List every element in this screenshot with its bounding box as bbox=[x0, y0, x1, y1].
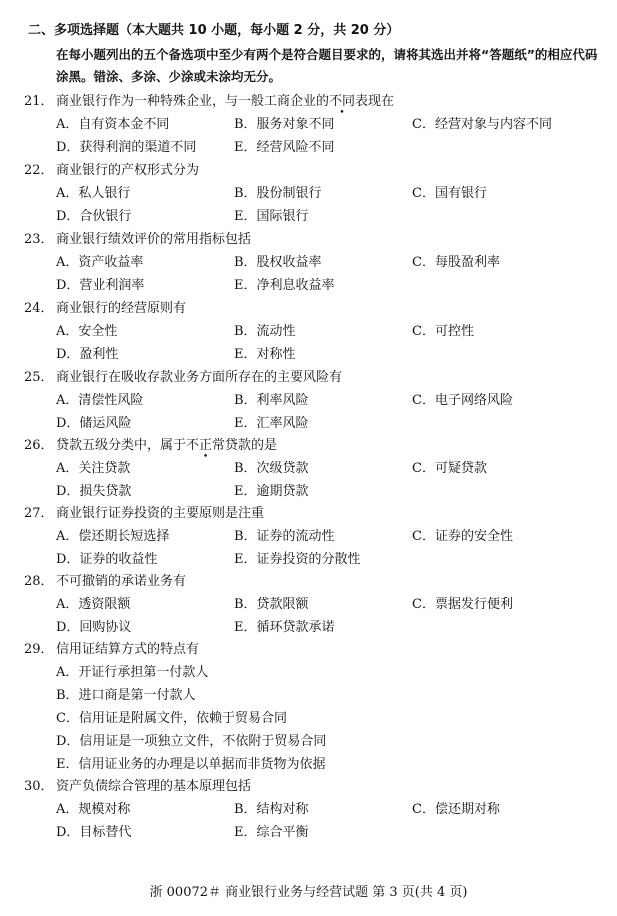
question-number: 27． bbox=[24, 506, 54, 521]
option-e: E．净利息收益率 bbox=[234, 278, 335, 293]
question-30 bbox=[24, 777, 251, 797]
option-d: D．目标替代 bbox=[56, 825, 132, 840]
question-27 bbox=[24, 504, 264, 524]
question-24 bbox=[24, 299, 186, 319]
option-e: E．证券投资的分散性 bbox=[234, 552, 361, 567]
option-e: E．国际银行 bbox=[234, 209, 309, 224]
option-d: D．营业利润率 bbox=[56, 278, 145, 293]
option-b: B．服务对象不同 bbox=[234, 117, 335, 132]
option-e: E．信用证业务的办理是以单据而非货物为依据 bbox=[56, 757, 326, 772]
option-b: B．结构对称 bbox=[234, 802, 309, 817]
option-c: C．偿还期对称 bbox=[412, 802, 500, 817]
question-23 bbox=[24, 230, 251, 250]
option-c: C．信用证是附属文件，依赖于贸易合同 bbox=[56, 711, 287, 726]
question-number: 30． bbox=[24, 779, 54, 794]
question-number: 29． bbox=[24, 642, 54, 657]
question-stem: 商业银行证券投资的主要原则是注重 bbox=[56, 506, 265, 521]
option-b: B．证券的流动性 bbox=[234, 529, 335, 544]
option-d: D．获得利润的渠道不同 bbox=[56, 140, 197, 155]
option-a: A．私人银行 bbox=[56, 186, 131, 201]
option-a: A．透资限额 bbox=[56, 597, 131, 612]
question-number: 28． bbox=[24, 574, 54, 589]
question-number: 25． bbox=[24, 370, 54, 385]
option-a: A．自有资本金不同 bbox=[56, 117, 170, 132]
question-number: 26． bbox=[24, 438, 54, 453]
option-a: A．偿还期长短选择 bbox=[56, 529, 170, 544]
emphasized-text: 不同 bbox=[329, 94, 356, 109]
option-c: C．电子网络风险 bbox=[412, 393, 513, 408]
option-a: A．规模对称 bbox=[56, 802, 131, 817]
section-instruction: 在每小题列出的五个备选项中至少有两个是符合题目要求的，请将其选出并将“答题纸”的相应代码涂黑。错涂、多涂、少涂或未涂均无分。 bbox=[56, 47, 598, 84]
option-d: D．储运风险 bbox=[56, 416, 132, 431]
option-e: E．逾期贷款 bbox=[234, 484, 309, 499]
option-c: C．可控性 bbox=[412, 324, 474, 339]
question-number: 23． bbox=[24, 232, 54, 247]
question-21 bbox=[24, 92, 394, 112]
option-e: E．汇率风险 bbox=[234, 416, 309, 431]
option-b: B．进口商是第一付款人 bbox=[56, 688, 196, 703]
option-d: D．合伙银行 bbox=[56, 209, 132, 224]
question-25 bbox=[24, 368, 342, 388]
option-b: B．股份制银行 bbox=[234, 186, 322, 201]
question-22 bbox=[24, 161, 199, 181]
question-number: 21． bbox=[24, 94, 54, 109]
option-b: B．流动性 bbox=[234, 324, 296, 339]
page-footer: 浙 00072＃ 商业银行业务与经营试题 第 3 页(共 4 页) bbox=[149, 885, 468, 900]
question-stem: 信用证结算方式的特点有 bbox=[56, 642, 200, 657]
option-a: A．开证行承担第一付款人 bbox=[56, 665, 209, 680]
option-c: C．可疑贷款 bbox=[412, 461, 487, 476]
question-stem: 资产负债综合管理的基本原理包括 bbox=[56, 779, 252, 794]
option-c: C．经营对象与内容不同 bbox=[412, 117, 552, 132]
option-c: C．每股盈利率 bbox=[412, 255, 500, 270]
question-number: 22． bbox=[24, 163, 54, 178]
question-stem: 贷款五级分类中，属于不正常贷款的是 bbox=[56, 438, 278, 453]
question-26 bbox=[24, 436, 277, 456]
question-29 bbox=[24, 640, 199, 660]
option-e: E．对称性 bbox=[234, 347, 296, 362]
option-c: C．票据发行便利 bbox=[412, 597, 513, 612]
option-a: A．资产收益率 bbox=[56, 255, 144, 270]
option-a: A．安全性 bbox=[56, 324, 118, 339]
option-d: D．信用证是一项独立文件，不依附于贸易合同 bbox=[56, 734, 327, 749]
option-e: E．循环贷款承诺 bbox=[234, 620, 335, 635]
option-b: B．贷款限额 bbox=[234, 597, 309, 612]
option-a: A．清偿性风险 bbox=[56, 393, 144, 408]
question-stem: 商业银行作为一种特殊企业，与一般工商企业的不同表现在 bbox=[56, 94, 395, 109]
option-d: D．损失贷款 bbox=[56, 484, 132, 499]
option-d: D．证券的收益性 bbox=[56, 552, 158, 567]
question-28 bbox=[24, 572, 186, 592]
option-e: E．经营风险不同 bbox=[234, 140, 335, 155]
option-b: B．股权收益率 bbox=[234, 255, 322, 270]
option-b: B．次级贷款 bbox=[234, 461, 309, 476]
question-stem: 商业银行在吸收存款业务方面所存在的主要风险有 bbox=[56, 370, 343, 385]
emphasized-text: 不正常 bbox=[186, 438, 226, 453]
section-title: 二、多项选择题（本大题共 10 小题，每小题 2 分，共 20 分） bbox=[28, 23, 400, 38]
option-a: A．关注贷款 bbox=[56, 461, 131, 476]
question-stem: 商业银行的产权形式分为 bbox=[56, 163, 200, 178]
option-c: C．国有银行 bbox=[412, 186, 487, 201]
question-stem: 商业银行的经营原则有 bbox=[56, 301, 187, 316]
option-e: E．综合平衡 bbox=[234, 825, 309, 840]
option-d: D．盈利性 bbox=[56, 347, 119, 362]
option-c: C．证券的安全性 bbox=[412, 529, 513, 544]
question-stem: 不可撤销的承诺业务有 bbox=[56, 574, 187, 589]
option-b: B．利率风险 bbox=[234, 393, 309, 408]
option-d: D．回购协议 bbox=[56, 620, 132, 635]
question-number: 24． bbox=[24, 301, 54, 316]
question-stem: 商业银行绩效评价的常用指标包括 bbox=[56, 232, 252, 247]
